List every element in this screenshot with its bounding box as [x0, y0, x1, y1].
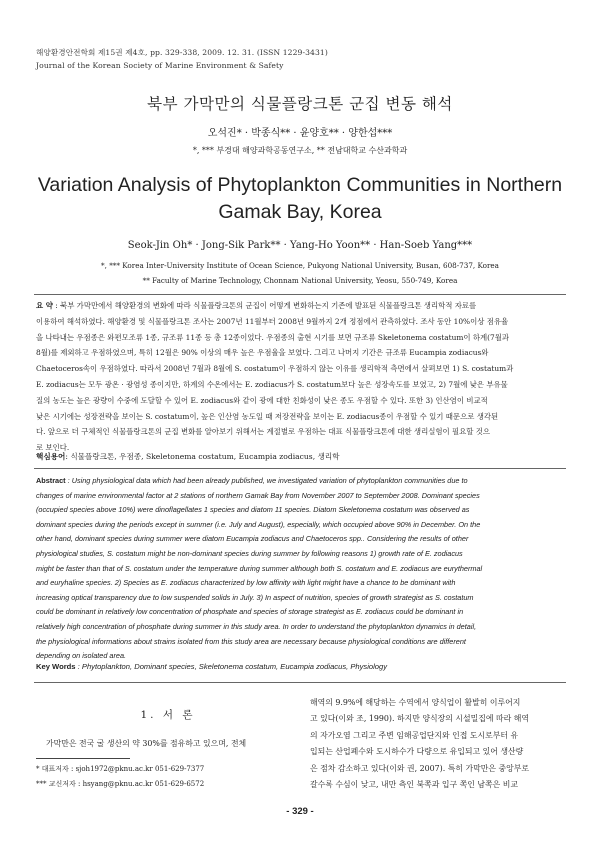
footnote-corresponding-author: *** 교신저자 : hsyang@pknu.ac.kr 051-629-6572 [36, 780, 205, 788]
journal-name: Journal of the Korean Society of Marine Environment & Safety [36, 61, 284, 70]
abstract-english-line: : Using physiological data which had been already published, we investigated variation of phytoplankton communities due to [67, 476, 468, 485]
abstract-english-line: depending on isolated area. [36, 651, 127, 661]
abstract-english-line: increasing optical transparency due to low suspended solids in July. 3) In aspect of nutrition, species of growth strategist as S. costatum [36, 592, 474, 602]
keywords-english-text: : Phytoplankton, Dominant species, Skeletonema costatum, Eucampia zodiacus, Physiology [77, 662, 388, 671]
abstract-english-label: Abstract [36, 476, 66, 485]
keywords-korean [36, 451, 340, 462]
authors-english: Seok-Jin Oh* · Jong-Sik Park** · Yang-Ho Yoon** · Han-Soeb Yang*** [127, 240, 473, 251]
keywords-korean-label: 핵심용어 [36, 452, 66, 461]
title-korean: 북부 가막만의 식물플랑크톤 군집 변동 해석 [147, 95, 453, 113]
abstract-korean-line: E. zodiacus는 모두 광온 · 광염성 종이지만, 하계의 수온에서는 E. zodiacus가 S. costatum보다 높은 성장속도를 보였고, 2) 7월에 낮은 부유물 [36, 379, 508, 389]
abstract-english-line: physiological studies, S. costatum might be non-dominant species during summer by following reasons 1) growth rate of E. zodiacus [36, 548, 463, 558]
abstract-english [36, 474, 564, 664]
body-right-line: 입되는 산업폐수와 도시하수가 다량으로 유입되고 있어 생산량 [310, 747, 524, 757]
footnote-rule [36, 758, 130, 759]
body-right-line: 갈수록 수심이 낮고, 내만 측인 북쪽과 입구 쪽인 남쪽은 비교 [310, 780, 519, 790]
footnote-first-author: * 대표저자 : sjoh1972@pknu.ac.kr 051-629-7377 [36, 765, 205, 773]
keywords-english-label: Key Words [36, 662, 76, 671]
abstract-korean-label: 요 약 [36, 301, 53, 310]
abstract-english-line: dominant species during the periods except in summer (i.e. July and August), especially, which occupied above 90% in December. On the [36, 519, 481, 529]
authors-korean: 오석진* · 박종식** · 윤양호** · 양한섭*** [207, 128, 393, 139]
keywords-korean-text: : 식물플랑크톤, 우점종, Skeletonema costatum, Eucampia zodiacus, 생리학 [65, 452, 340, 461]
abstract-english-line: and euryhaline species. 2) Species as E. zodiacus characterized by low affinity with light might have a chance to be dominant with [36, 578, 456, 588]
abstract-korean-line: 다. 앞으로 더 구체적인 식물플랑크톤의 군집 변화를 알아보기 위해서는 계절별로 우점하는 대표 식물플랑크톤에 대한 생리실험이 필요할 것으 [36, 427, 491, 437]
divider-middle [34, 468, 566, 469]
divider-bottom [34, 682, 566, 683]
affiliation-korean: *, *** 부경대 해양과학공동연구소, ** 전남대학교 수산과학과 [192, 146, 408, 155]
title-english-line2: Gamak Bay, Korea [218, 201, 382, 223]
abstract-korean-line: Chaetoceros속이 우점하였다. 따라서 2008년 7월과 8월에 S. costatum이 우점하지 않는 이유를 생리학적 측면에서 살펴보면 1) S. costatum과 [36, 364, 514, 374]
body-right-text [310, 695, 564, 793]
abstract-english-line: (occupied species above 10%) were dinoflagellates 1 species and diatom 11 species. Diatom Skeletonema costatum was observed as [36, 505, 470, 515]
abstract-korean-line: : 북부 가막만에서 해양환경의 변화에 따라 식물플랑크톤의 군집이 어떻게 변화하는지 기존에 발표된 식물플랑크톤 생리학적 자료를 [55, 301, 477, 310]
abstract-korean-line: 낮은 시기에는 성장전략을 보이는 S. costatum이, 높은 인산염 농도일 때 저장전략을 보이는 E. zodiacus종이 우점할 수 있기 때문으로 생각된 [36, 411, 499, 421]
title-english-line1: Variation Analysis of Phytoplankton Communities in Northern [37, 174, 563, 196]
body-right-line: 고 있다(이와 조, 1990). 하지만 양식장의 시설밀집에 따라 해역 [310, 714, 530, 724]
abstract-korean-line: 을 나타내는 우점종은 와편모조류 1종, 규조류 11종 등 총 12종이었다. 우점종의 출현 시기를 보면 규조류 Skeletonema costatum이 하계(7월과 [36, 332, 509, 342]
abstract-english-line: other hand, dominant species during summer were diatom Eucampia zodiacus and Chaetoceros spp.. Considering the results of other [36, 534, 469, 544]
abstract-english-line: might be faster than that of S. costatum under the temperature during summer although both S. costatum and E. zodiacus are eurythermal [36, 563, 483, 573]
abstract-english-line: the physiological informations about strains isolated from this study area are necessary because physiological conditions are different [36, 636, 466, 646]
body-right-line: 은 점차 감소하고 있다(이와 권, 2007). 특히 가막만은 중앙부로 [310, 763, 530, 773]
abstract-english-line: could be dominant in relatively low concentration of phosphate and species of storage strategist as E. zodiacus could be dominant in [36, 607, 464, 617]
page-number: - 329 - [286, 806, 314, 817]
abstract-english-line: relatively high concentration of phosphate during summer in this study area. In order to understand the phytoplankton dynamics in detail, [36, 621, 477, 631]
abstract-korean-line: 질의 농도는 높은 광량이 수중에 도달할 수 있어 E. zodiacus와 같이 광에 대한 친화성이 낮은 종도 우점할 수 있다. 또한 3) 인산염이 비교적 [36, 395, 488, 405]
journal-citation: 해양환경안전학회 제15권 제4호, pp. 329-338, 2009. 12. 31. (ISSN 1229-3431) [36, 48, 328, 57]
body-right-line: 해역의 9.9%에 해당하는 수역에서 양식업이 활발히 이루어지 [310, 698, 521, 707]
affiliation-english-1: *, *** Korea Inter-University Institute of Ocean Science, Pukyong National University, Busan, 608-737, Korea [101, 261, 499, 270]
body-right-line: 의 자가오염 그리고 주변 임해공업단지와 인접 도시로부터 유 [310, 730, 519, 740]
abstract-korean-line: 이용하여 해석하였다. 해양환경 및 식물플랑크톤 조사는 2007년 11월부터 2008년 9월까지 2개 정점에서 관측하였다. 조사 동안 10%이상 점유율 [36, 316, 509, 326]
abstract-korean-line: 8월)를 제외하고 우점하였으며, 특히 12월은 90% 이상의 매우 높은 우점율을 보였다. 그리고 나머지 기간은 규조류 Eucampia zodiacus와 [36, 348, 489, 358]
affiliation-english-2: ** Faculty of Marine Technology, Chonnam National University, Yeosu, 550-749, Korea [142, 276, 458, 285]
abstract-english-line: changes of marine environmental factor at 2 stations of northern Gamak Bay from November 2007 to September 2008. Dominant species [36, 490, 480, 500]
keywords-english [36, 662, 387, 671]
abstract-korean [36, 298, 564, 456]
abstract-korean-line: 로 보인다. [36, 443, 70, 453]
body-left-text: 가막만은 전국 굴 생산의 약 30%를 점유하고 있으며, 전체 [46, 739, 247, 748]
divider-top [34, 294, 566, 295]
section-heading: 1. 서 론 [140, 709, 196, 721]
